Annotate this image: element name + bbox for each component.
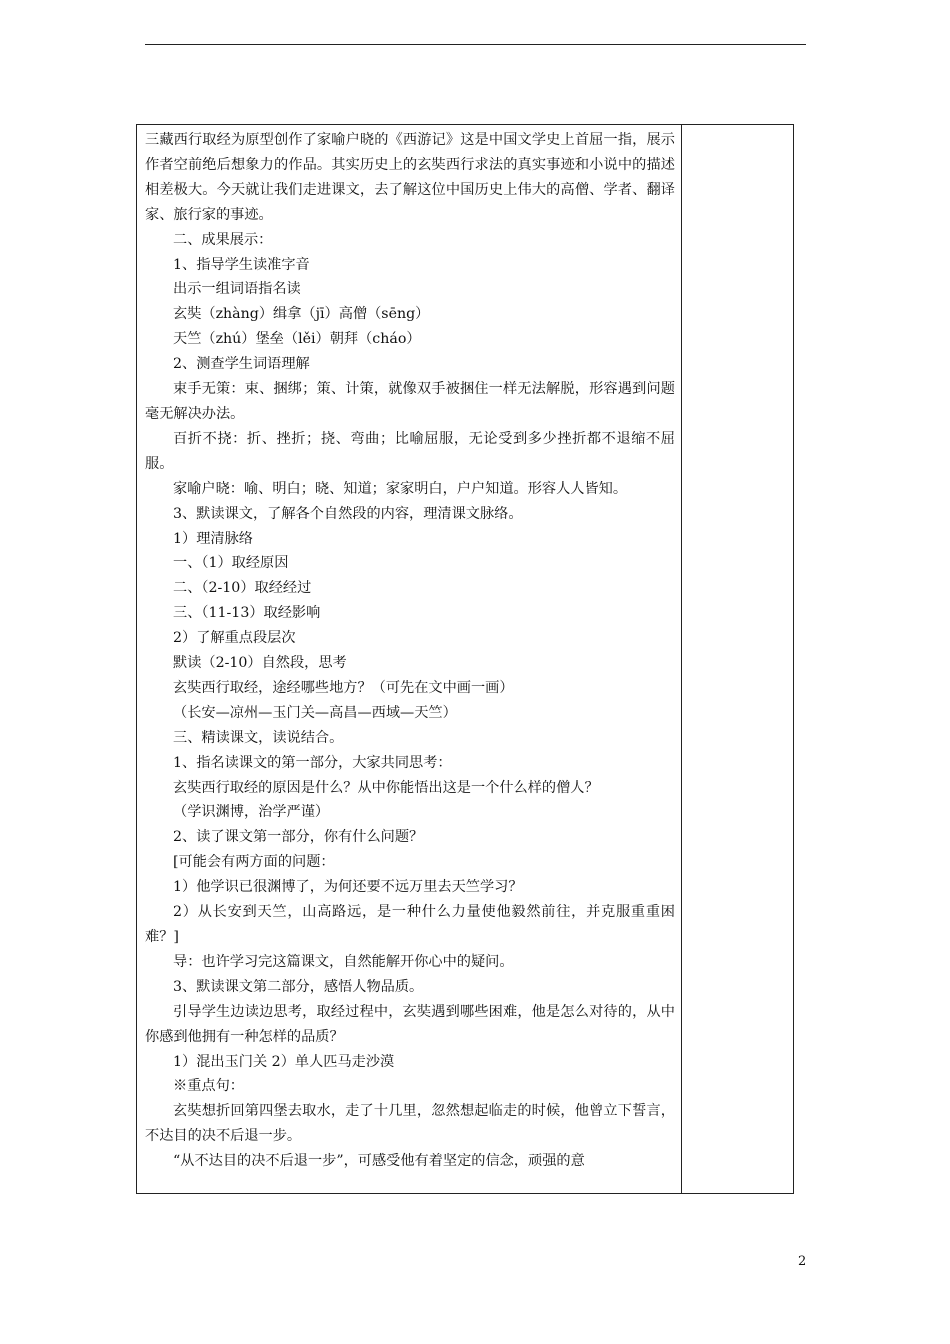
paragraph: [可能会有两方面的问题： [173,854,335,871]
paragraph: 1）他学识已很渊博了，为何还要不远万里去天竺学习？ [173,879,523,896]
paragraph: 束手无策：束、捆绑；策、计策，就像双手被捆住一样无法解脱，形容遇到问题毫无解决办法。 [145,381,675,422]
paragraph: 三藏西行取经为原型创作了家喻户晓的《西游记》这是中国文学史上首屈一指，展示作者空前绝后想象力的作品。其实历史上的玄奘西行求法的真实事迹和小说中的描述相差极大。今天就让我们走进课文，去了解这位中国历史上伟大的高僧、学者、翻译家、旅行家的事迹。 [145,132,675,223]
paragraph: 三、（11-13）取经影响 [173,605,321,622]
paragraph: 2、测查学生词语理解 [173,356,310,373]
paragraph: 天竺（zhú）堡垒（lěi）朝拜（cháo） [173,331,421,348]
paragraph: 导：也许学习完这篇课文，自然能解开你心中的疑问。 [173,953,514,970]
paragraph: 引导学生边读边思考，取经过程中，玄奘遇到哪些困难，他是怎么对待的，从中你感到他拥有一种怎样的品质？ [145,1003,675,1045]
header-rule [145,44,806,45]
paragraph: （学识渊博，治学严谨） [173,804,330,821]
paragraph: 1）混出玉门关 2）单人匹马走沙漠 [173,1053,395,1070]
paragraph: （长安—凉州—玉门关—高昌—西域—天竺） [173,704,457,721]
paragraph: 家喻户晓：喻、明白；晓、知道；家家明白，户户知道。形容人人皆知。 [173,480,628,497]
paragraph: 一、（1）取经原因 [173,555,289,572]
paragraph: ※重点句： [173,1078,244,1095]
paragraph: 2）从长安到天竺，山高路远，是一种什么力量使他毅然前往，并克服重重困难？] [145,904,675,945]
paragraph: 2、读了课文第一部分，你有什么问题？ [173,829,424,846]
paragraph: 玄奘西行取经，途经哪些地方？（可先在文中画一画） [173,679,514,696]
column-divider [681,125,682,1193]
lesson-content-cell [145,128,675,1174]
paragraph: 三、精读课文，读说结合。 [173,729,344,746]
paragraph: 3、默读课文，了解各个自然段的内容，理清课文脉络。 [173,505,523,522]
paragraph: 2）了解重点段层次 [173,630,296,647]
paragraph: 3、默读课文第二部分，感悟人物品质。 [173,978,424,995]
paragraph: 默读（2-10）自然段，思考 [173,655,347,672]
paragraph: 玄奘（zhàng）缉拿（jī）高僧（sēng） [173,306,430,323]
paragraph: 玄奘想折回第四堡去取水，走了十几里，忽然想起临走的时候，他曾立下誓言，不达目的决不后退一步。 [145,1103,675,1145]
paragraph: 二、成果展示： [173,231,273,248]
paragraph: 1）理清脉络 [173,530,253,547]
paragraph: “从不达目的决不后退一步”，可感受他有着坚定的信念，顽强的意 [173,1153,585,1170]
paragraph: 二、（2-10）取经经过 [173,580,312,597]
paragraph: 玄奘西行取经的原因是什么？从中你能悟出这是一个什么样的僧人？ [173,779,599,796]
lesson-table [136,124,794,1194]
paragraph: 百折不挠：折、挫折；挠、弯曲；比喻屈服，无论受到多少挫折都不退缩不屈服。 [145,430,675,472]
paragraph: 1、指导学生读准字音 [173,256,310,273]
paragraph: 1、指名读课文的第一部分，大家共同思考： [173,754,452,771]
page-number: 2 [798,1254,807,1269]
paragraph: 出示一组词语指名读 [173,281,301,298]
